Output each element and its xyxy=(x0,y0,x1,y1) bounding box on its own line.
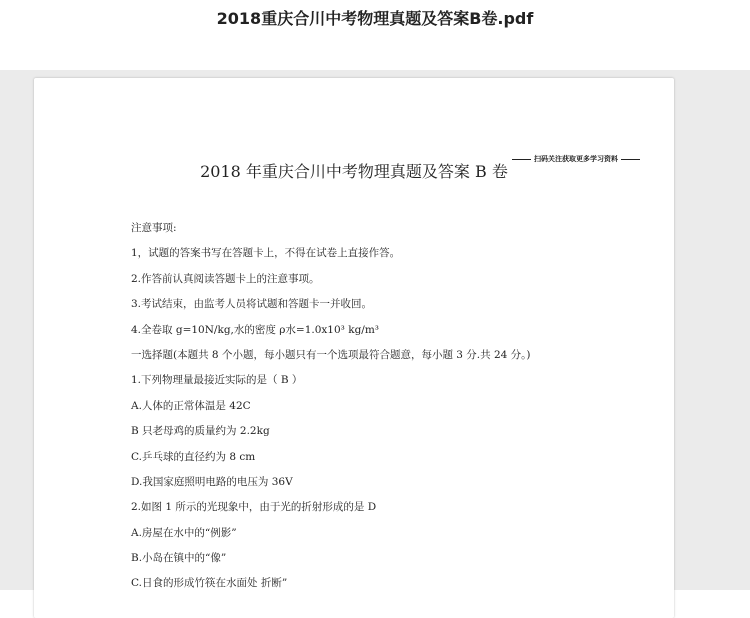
notice-item: 3.考试结束，由监考人员将试题和答题卡一并收回。 xyxy=(131,298,373,311)
notice-item: 2.作答前认真阅读答题卡上的注意事项。 xyxy=(131,272,320,285)
notice-item: 1，试题的答案书写在答题卡上，不得在试卷上直接作答。 xyxy=(131,247,401,260)
watermark-text: 扫码关注获取更多学习资料 xyxy=(534,155,618,163)
paper-body xyxy=(131,220,651,601)
answer-option: D.我国家庭照明电路的电压为 36V xyxy=(131,475,293,488)
answer-option: A.人体的正常体温是 42C xyxy=(131,399,251,412)
document-title: 2018重庆合川中考物理真题及答案B卷.pdf xyxy=(216,9,534,28)
title-bar xyxy=(0,0,750,70)
answer-option: B 只老母鸡的质量约为 2.2kg xyxy=(131,425,270,438)
question: 2.如图 1 所示的光现象中，由于光的折射形成的是 D xyxy=(131,501,377,514)
paper-title: 2018 年重庆合川中考物理真题及答案 B 卷 xyxy=(200,162,508,181)
answer-option: C.乒乓球的直径约为 8 cm xyxy=(131,450,256,463)
notice-heading: 注意事项: xyxy=(131,222,177,234)
watermark-rule-left xyxy=(512,159,531,160)
answer-option: A.房屋在水中的“例影” xyxy=(131,526,237,539)
question: 1.下列物理量最接近实际的是（ B ） xyxy=(131,374,303,387)
watermark-rule-right xyxy=(621,159,640,160)
answer-option: C.日食的形成竹筷在水面处 折断” xyxy=(131,577,288,590)
pdf-page xyxy=(34,78,674,618)
section-heading: 一选择题(本题共 8 个小题，每小题只有一个选项最符合题意，每小题 3 分.共 24 分。) xyxy=(131,348,531,361)
notice-item: 4.全卷取 g=10N/kg,水的密度 ρ水=1.0x10³ kg/m³ xyxy=(131,323,380,336)
answer-option: B.小岛在镇中的“像” xyxy=(131,552,227,565)
